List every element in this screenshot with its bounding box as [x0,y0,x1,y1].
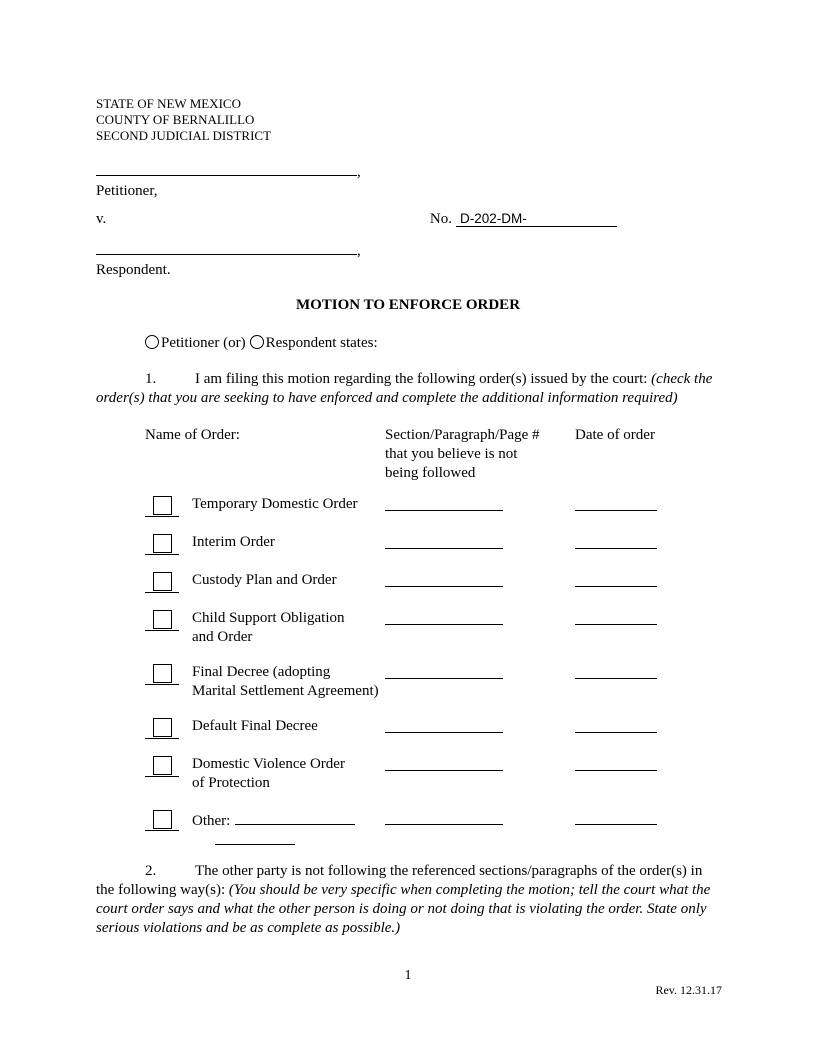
section-field-cell [385,663,575,685]
declarant-line [145,334,720,353]
order-row [145,609,720,647]
order-checkbox-cell [145,533,192,555]
order-row [145,755,720,793]
versus-row [96,209,720,229]
header-line: Section/Paragraph/Page # [385,427,540,443]
order-checkbox[interactable] [153,534,172,553]
section-paragraph-field[interactable] [385,533,503,549]
revision-label: Rev. 12.31.17 [655,983,722,997]
order-checkbox[interactable] [153,572,172,591]
date-field-cell [575,809,657,831]
order-checkbox[interactable] [153,810,172,829]
order-label-line: Other: [192,809,385,831]
section-field-cell [385,717,575,739]
order-label [192,809,385,831]
respondent-radio[interactable] [250,335,264,349]
order-label-line: Custody Plan and Order [192,572,337,588]
case-number-value: D-202-DM- [460,211,527,226]
case-number-group [430,209,617,229]
petitioner-option-label: Petitioner (or) [161,335,246,351]
order-label [192,663,385,701]
date-of-order-field[interactable] [575,755,657,771]
order-checkbox-cell [145,809,192,831]
order-label-line: Child Support Obligation [192,610,345,626]
date-of-order-field[interactable] [575,495,657,511]
section-paragraph-field[interactable] [385,571,503,587]
section-paragraph-field[interactable] [385,609,503,625]
respondent-line-comma: , [357,243,361,259]
petitioner-radio[interactable] [145,335,159,349]
order-label-line: Interim Order [192,534,275,550]
order-checkbox[interactable] [153,756,172,775]
date-of-order-field[interactable] [575,609,657,625]
order-label [192,495,385,514]
section-paragraph-field[interactable] [385,809,503,825]
order-row [145,533,720,555]
order-checkbox-cell [145,495,192,517]
paragraph-1-instruction: (check the order(s) that you are seeking to have enforced and complete the additional information required) [96,371,713,406]
case-number-label: No. [429,211,452,227]
paragraph-2-number: 2. [145,863,157,879]
order-label-line: of Protection [192,775,270,791]
order-label [192,571,385,590]
checkbox-underline [145,572,179,593]
court-county-line: COUNTY OF BERNALILLO [96,112,255,127]
header-line: being followed [385,465,476,481]
section-field-cell [385,495,575,517]
column-header-date: Date of order [575,427,655,443]
petitioner-label: Petitioner, [96,183,158,199]
checkbox-underline [145,610,179,631]
order-label-line: Temporary Domestic Order [192,496,358,512]
petitioner-line-comma: , [357,164,361,180]
case-number-field[interactable] [456,209,617,227]
checkbox-underline [145,810,179,831]
paragraph-1-number: 1. [145,371,157,387]
order-label-line: Final Decree (adopting [192,664,331,680]
petitioner-name-field[interactable] [96,160,357,176]
order-label [192,609,385,647]
page-title: MOTION TO ENFORCE ORDER [295,297,521,313]
order-label-line: Marital Settlement Agreement) [192,683,379,699]
column-header-name: Name of Order: [145,427,240,443]
section-paragraph-field[interactable] [385,717,503,733]
paragraph-1-text: I am filing this motion regarding the following order(s) issued by the court: [195,371,648,387]
order-label-line: Default Final Decree [192,718,318,734]
page-number: 1 [404,968,412,983]
petitioner-name-line [96,160,720,182]
date-of-order-field[interactable] [575,809,657,825]
versus-label: v. [96,211,107,227]
other-order-name-field[interactable] [235,809,355,825]
order-checkbox-cell [145,663,192,685]
order-checkbox-cell [145,571,192,593]
respondent-option-label: Respondent states: [265,335,378,351]
order-table-rows [145,495,720,848]
date-field-cell [575,717,657,739]
section-field-cell [385,755,575,777]
respondent-name-line [96,239,720,261]
order-checkbox-cell [145,755,192,777]
date-of-order-field[interactable] [575,533,657,549]
respondent-name-field[interactable] [96,239,357,255]
checkbox-underline [145,664,179,685]
date-field-cell [575,755,657,777]
checkbox-underline [145,496,179,517]
order-row [145,663,720,701]
order-label-line: Domestic Violence Order [192,756,345,772]
order-row [145,495,720,517]
header-line: that you believe is not [385,446,518,462]
section-paragraph-field[interactable] [385,663,503,679]
section-field-cell [385,571,575,593]
order-checkbox[interactable] [153,496,172,515]
order-row [145,717,720,739]
section-field-cell [385,809,575,831]
order-checkbox[interactable] [153,718,172,737]
date-of-order-field[interactable] [575,571,657,587]
order-label [192,755,385,793]
court-heading [96,96,720,144]
order-label [192,533,385,552]
paragraph-2 [96,862,720,938]
date-field-cell [575,495,657,517]
date-field-cell [575,571,657,593]
paragraph-2-instruction: (You should be very specific when completing the motion; tell the court what the court order says and what the other person is doing or not doing that is violating the order. State only serious violations and be as complete as possible.) [96,882,711,936]
respondent-label: Respondent. [96,262,171,278]
date-field-cell [575,609,657,631]
column-header-section [385,426,575,483]
order-table-header [145,426,720,483]
section-paragraph-field[interactable] [385,755,503,771]
date-of-order-field[interactable] [575,717,657,733]
section-field-cell [385,533,575,555]
date-of-order-field[interactable] [575,663,657,679]
section-field-cell [385,609,575,631]
date-field-cell [575,663,657,685]
checkbox-underline [145,534,179,555]
court-district-line: SECOND JUDICIAL DISTRICT [96,128,272,143]
order-row [145,809,720,831]
court-state-line: STATE OF NEW MEXICO [96,96,241,111]
order-checkbox-cell [145,609,192,631]
paragraph-1 [96,370,720,408]
order-row [145,571,720,593]
section-paragraph-field[interactable] [385,495,503,511]
other-extra-line-wrap [215,833,720,848]
checkbox-underline [145,718,179,739]
order-checkbox-cell [145,717,192,739]
other-order-extra-field[interactable] [215,833,295,845]
order-checkbox[interactable] [153,664,172,683]
order-checkbox[interactable] [153,610,172,629]
order-label [192,717,385,736]
order-label-line: and Order [192,629,253,645]
checkbox-underline [145,756,179,777]
date-field-cell [575,533,657,555]
paragraph-2-text: The other party is not following the referenced sections/paragraphs of the order(s) in the following way(s): [96,863,703,898]
